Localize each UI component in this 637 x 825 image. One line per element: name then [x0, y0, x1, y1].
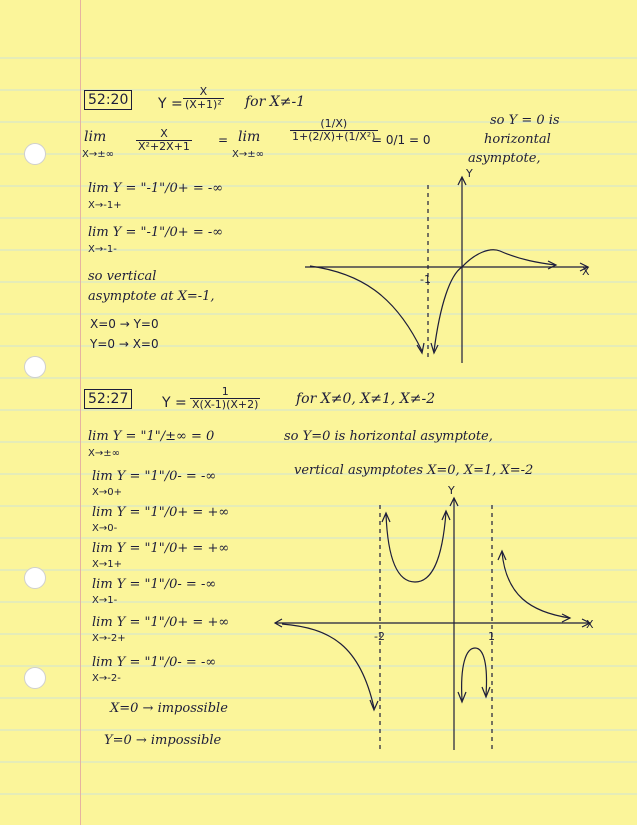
domain-note: for X≠-1 — [245, 94, 306, 110]
x-axis-label: X — [582, 265, 590, 278]
lim-subscript: X→0+ — [92, 487, 122, 498]
lim-subscript: X→±∞ — [82, 149, 114, 160]
tick-label: -1 — [420, 273, 431, 286]
curve-left-branch — [310, 266, 422, 351]
lim-word: lim — [238, 129, 261, 145]
limit-line: lim Y = "1"/0- = -∞ — [92, 655, 217, 670]
limit-line: lim Y = "1"/0+ = +∞ — [92, 505, 230, 520]
graph-1 — [300, 165, 600, 365]
lim-subscript: X→1+ — [92, 559, 122, 570]
limit-numerator: (1/X) — [320, 117, 348, 130]
tick-label: 1 — [488, 630, 495, 643]
note-text: horizontal — [484, 132, 551, 147]
y-axis-label: Y — [448, 484, 455, 497]
binder-hole — [24, 356, 46, 378]
lim-subscript: X→1- — [92, 595, 118, 606]
note-text: so Y=0 is horizontal asymptote, — [284, 429, 493, 444]
intercept-line: Y=0 → X=0 — [90, 337, 159, 351]
intercept-line: Y=0 → impossible — [104, 733, 222, 748]
problem-label: 52:20 — [84, 90, 132, 110]
limit-line: lim Y = "-1"/0+ = -∞ — [88, 225, 224, 240]
function-denominator: X(X-1)(X+2) — [192, 397, 259, 411]
limit-line: lim Y = "-1"/0+ = -∞ — [88, 181, 224, 196]
note-text: vertical asymptotes X=0, X=1, X=-2 — [294, 463, 534, 478]
arrow-head — [562, 614, 570, 622]
intercept-line: X=0 → Y=0 — [90, 317, 159, 331]
graph-2 — [270, 480, 600, 755]
problem-label: 52:27 — [84, 389, 132, 409]
domain-note: for X≠0, X≠1, X≠-2 — [296, 391, 436, 407]
limit-fraction-2 — [290, 118, 378, 142]
note-text: so Y = 0 is — [490, 113, 560, 128]
tick-label: -2 — [374, 630, 385, 643]
limit-line: lim Y = "1"/±∞ = 0 — [88, 429, 215, 444]
note-text: asymptote at X=-1, — [88, 289, 215, 304]
lim-subscript: X→±∞ — [88, 448, 120, 459]
x-axis-label: X — [586, 618, 594, 631]
function-fraction — [190, 386, 260, 410]
y-axis-label: Y — [466, 167, 473, 180]
function-numerator: X — [199, 85, 208, 98]
binder-hole — [24, 567, 46, 589]
function-fraction — [183, 86, 224, 110]
lim-subscript: X→-2+ — [92, 633, 126, 644]
binder-hole — [24, 667, 46, 689]
lim-subscript: X→0- — [92, 523, 118, 534]
curve-left — [282, 624, 374, 708]
lim-subscript: X→-1- — [88, 244, 117, 255]
lim-subscript: X→-2- — [92, 673, 121, 684]
function-denominator: (X+1)² — [185, 97, 222, 111]
lim-subscript: X→-1+ — [88, 200, 122, 211]
limit-numerator: X — [160, 127, 168, 140]
margin-line — [80, 0, 81, 825]
note-text: asymptote, — [468, 151, 541, 166]
intercept-line: X=0 → impossible — [110, 701, 228, 716]
curve-middle-top — [386, 512, 446, 582]
lim-word: lim — [84, 129, 107, 145]
limit-result: = 0/1 = 0 — [372, 133, 431, 147]
equals-sign: = — [218, 133, 229, 147]
lim-subscript: X→±∞ — [232, 149, 264, 160]
function-lhs: Y = — [158, 96, 183, 112]
limit-line: lim Y = "1"/0- = -∞ — [92, 577, 217, 592]
limit-line: lim Y = "1"/0+ = +∞ — [92, 541, 230, 556]
limit-line: lim Y = "1"/0- = -∞ — [92, 469, 217, 484]
curve-right — [502, 552, 570, 618]
limit-line: lim Y = "1"/0+ = +∞ — [92, 615, 230, 630]
arrow-head — [370, 700, 378, 710]
binder-hole — [24, 143, 46, 165]
limit-fraction-1 — [136, 128, 192, 152]
note-text: so vertical — [88, 269, 157, 284]
curve-right-branch — [434, 250, 555, 351]
function-numerator: 1 — [221, 385, 229, 398]
limit-denominator: 1+(2/X)+(1/X²) — [292, 129, 376, 143]
limit-denominator: X²+2X+1 — [138, 139, 190, 153]
function-lhs: Y = — [162, 395, 187, 411]
